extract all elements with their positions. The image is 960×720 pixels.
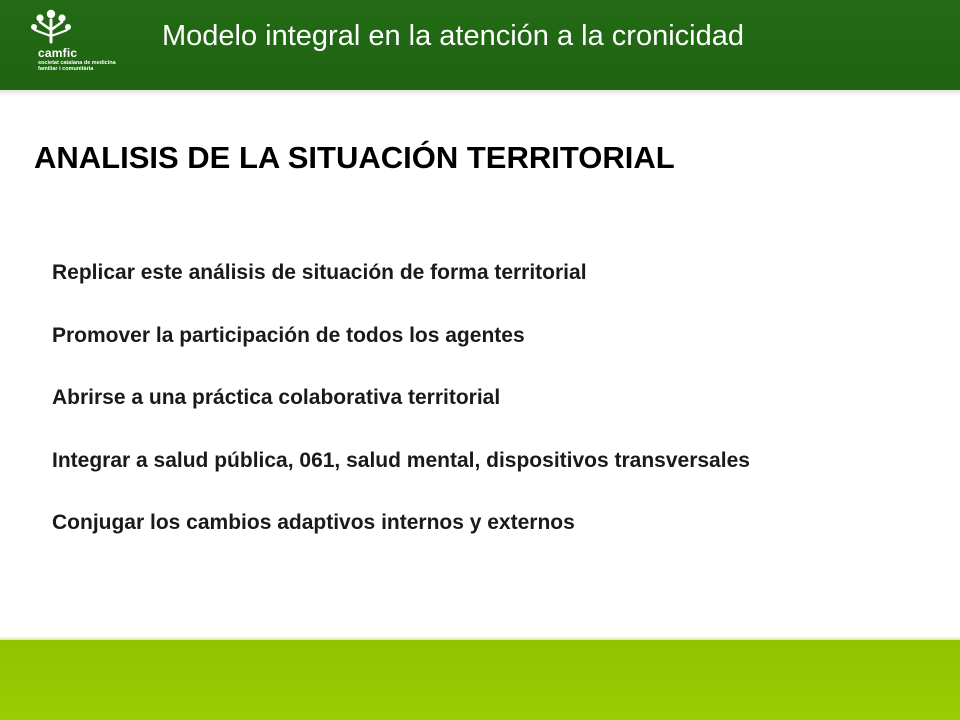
header-shadow	[0, 90, 960, 96]
bullet-item: Integrar a salud pública, 061, salud mental, dispositivos transversales	[52, 448, 750, 472]
header-title: Modelo integral en la atención a la cronicidad	[162, 20, 744, 52]
tree-people-icon	[28, 8, 74, 44]
logo-wordmark: camfic	[38, 46, 78, 60]
header-bar	[0, 0, 960, 90]
camfic-logo	[20, 8, 130, 88]
bullet-item: Replicar este análisis de situación de forma territorial	[52, 261, 587, 284]
bullet-item: Promover la participación de todos los agentes	[52, 323, 525, 347]
bullet-item: Conjugar los cambios adaptivos internos y externos	[52, 511, 575, 534]
logo-subtitle: societat catalana de medicina familiar i comunitària	[38, 60, 116, 72]
bullet-list	[52, 262, 750, 575]
footer-bar	[0, 640, 960, 720]
bullet-item: Abrirse a una práctica colaborativa territorial	[52, 386, 501, 409]
slide-title: ANALISIS DE LA SITUACIÓN TERRITORIAL	[34, 140, 675, 175]
